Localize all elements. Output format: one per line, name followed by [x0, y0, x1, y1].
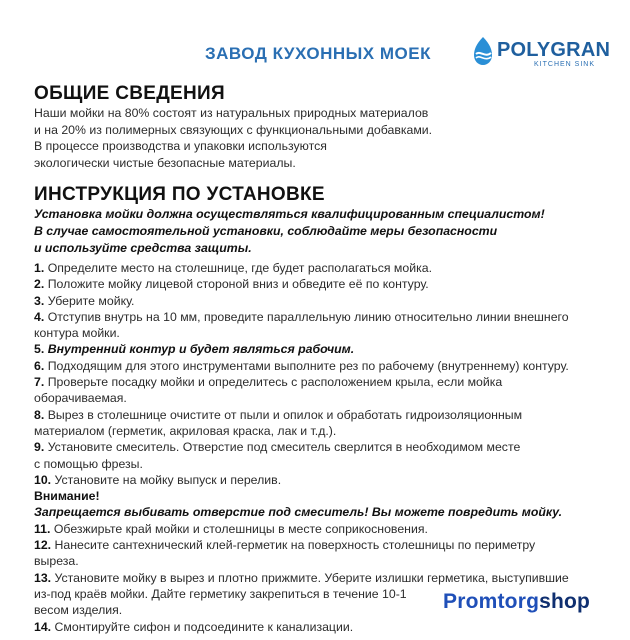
step-2 — [34, 276, 609, 292]
step-1 — [34, 260, 609, 276]
step-text: Обезжирьте край мойки и столешницы в месте соприкосновения. — [53, 521, 428, 536]
step-8 — [34, 407, 609, 423]
step-text: Положите мойку лицевой стороной вниз и обведите её по контуру. — [47, 277, 429, 292]
safety-warning — [34, 206, 609, 257]
general-text — [34, 105, 609, 171]
step-text: Подходящим для этого инструментами выполните рез по рабочему (внутреннему) контуру. — [47, 358, 569, 373]
general-line: и на 20% из полимерных связующих с функциональными добавками. — [34, 122, 433, 137]
step-number: 4. — [34, 309, 45, 324]
step-3 — [34, 293, 609, 309]
step-text: Нанесите сантехнический клей-герметик на поверхность столешницы по периметру — [54, 538, 536, 553]
step-13 — [34, 570, 609, 586]
step-13-cont2: весом изделия. — [34, 603, 123, 618]
step-number: 5. — [34, 342, 45, 357]
step-6 — [34, 358, 609, 374]
install-heading: ИНСТРУКЦИЯ ПО УСТАНОВКЕ — [34, 184, 325, 205]
promtorgshop-watermark — [437, 588, 596, 616]
step-4-cont: контура мойки. — [34, 326, 120, 341]
step-text: Внутренний контур и будет являться рабочим. — [47, 342, 355, 357]
polygran-logo — [472, 34, 611, 74]
general-heading: ОБЩИЕ СВЕДЕНИЯ — [34, 83, 225, 104]
step-number: 10. — [34, 472, 52, 487]
step-11 — [34, 521, 609, 537]
brand-name: POLYGRAN — [497, 39, 611, 61]
step-number: 12. — [34, 538, 52, 553]
step-number: 6. — [34, 358, 45, 373]
step-4 — [34, 309, 609, 325]
step-number: 13. — [34, 570, 52, 585]
step-8-cont: материалом (герметик, акриловая краска, лак и т.д.). — [34, 423, 337, 438]
general-line: экологически чистые безопасные материалы. — [34, 155, 296, 170]
step-number: 11. — [34, 521, 51, 536]
general-line: В процессе производства и упаковки используются — [34, 139, 327, 153]
steps-list — [34, 260, 609, 635]
instruction-document — [34, 83, 609, 635]
step-10 — [34, 472, 609, 488]
step-7 — [34, 374, 609, 390]
step-text: Проверьте посадку мойки и определитесь с расположением крыла, если мойка — [47, 375, 503, 390]
warning-line: В случае самостоятельной установки, соблюдайте меры безопасности — [34, 224, 498, 238]
general-line: Наши мойки на 80% состоят из натуральных природных материалов — [34, 106, 429, 120]
step-number: 9. — [34, 440, 45, 455]
step-number: 7. — [34, 375, 45, 390]
step-12-cont: выреза. — [34, 554, 79, 569]
step-text: Вырез в столешнице очистите от пыли и опилок и обработать гидроизоляционным — [47, 407, 523, 422]
step-text: Отступив внутрь на 10 мм, проведите параллельную линию относительно линии внешнего — [47, 309, 569, 324]
step-9-cont: с помощью фрезы. — [34, 456, 143, 471]
step-text: Уберите мойку. — [47, 293, 135, 308]
watermark-part2: shop — [539, 590, 591, 613]
warning-line: Установка мойки должна осуществляться квалифицированным специалистом! — [34, 207, 545, 221]
step-text: Установите на мойку выпуск и перелив. — [54, 472, 282, 487]
wave-drop-icon — [472, 36, 494, 66]
step-7-cont: оборачиваемая. — [34, 391, 127, 406]
step-number: 3. — [34, 293, 45, 308]
attention-warning: Запрещается выбивать отверстие под смеситель! Вы можете повредить мойку. — [34, 505, 563, 520]
step-14 — [34, 619, 609, 635]
step-number: 2. — [34, 277, 45, 292]
watermark-part1: Promtorg — [443, 590, 540, 613]
step-text: Установите смеситель. Отверстие под смеситель сверлится в необходимом месте — [47, 440, 521, 455]
warning-line: и используйте средства защиты. — [34, 241, 252, 255]
step-number: 14. — [34, 619, 52, 634]
step-text: Определите место на столешнице, где будет располагаться мойка. — [47, 261, 432, 275]
step-9 — [34, 439, 609, 455]
step-13-cont: из-под краёв мойки. Дайте герметику закрепиться в течение 10-1 — [34, 586, 407, 601]
attention-label: Внимание! — [34, 489, 100, 504]
step-text: Установите мойку в вырез и плотно прижмите. Уберите излишки герметика, выступившие — [54, 570, 569, 585]
brand-tagline: KITCHEN SINK — [534, 61, 596, 68]
factory-title: ЗАВОД КУХОННЫХ МОЕК — [205, 44, 431, 63]
step-12 — [34, 537, 609, 553]
step-text: Смонтируйте сифон и подсоедините к канализации. — [54, 619, 354, 634]
step-5 — [34, 341, 609, 357]
step-number: 1. — [34, 261, 45, 275]
step-number: 8. — [34, 407, 45, 422]
